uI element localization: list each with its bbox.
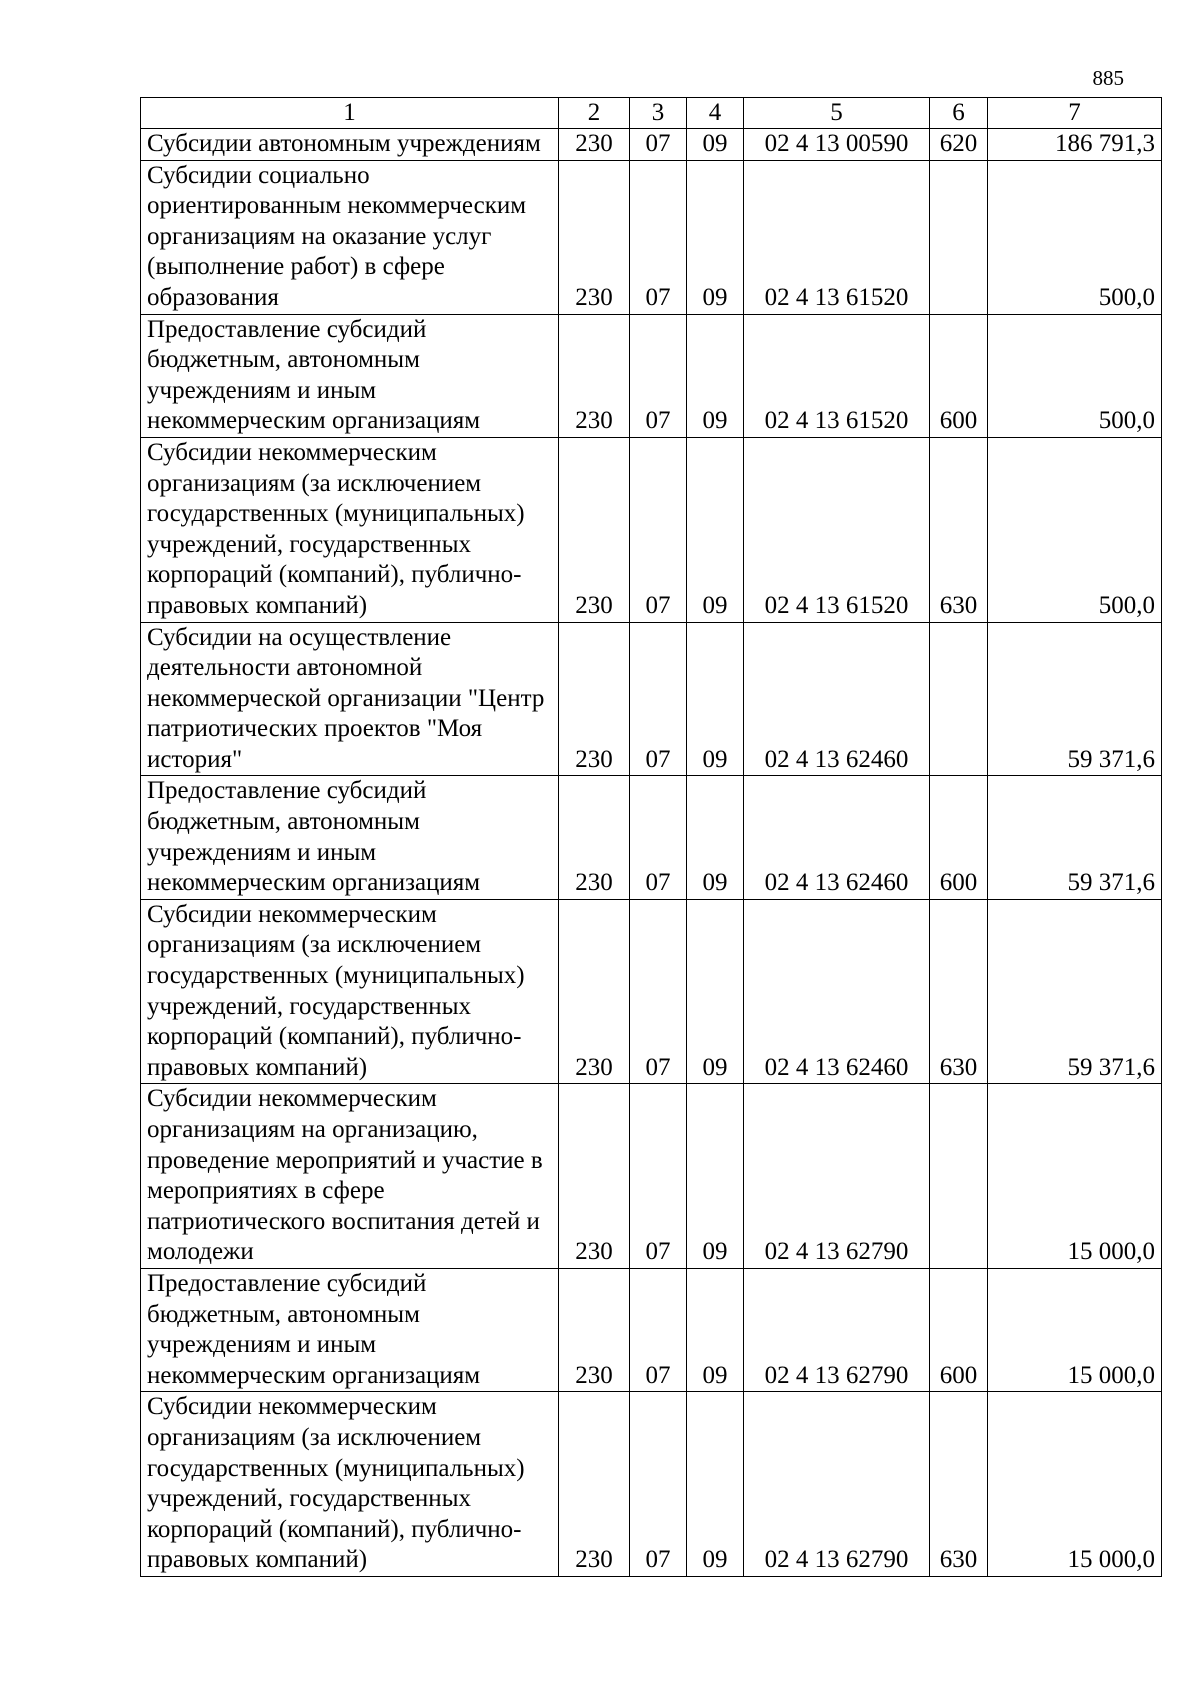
row-expense-type-code: 630 — [930, 437, 988, 622]
row-amount: 186 791,3 — [988, 129, 1162, 161]
row-amount: 59 371,6 — [988, 622, 1162, 776]
row-amount: 59 371,6 — [988, 776, 1162, 899]
row-name: Субсидии на осуществление деятельности автономной некоммерческой организации "Центр патриотических проектов "Моя история" — [141, 622, 559, 776]
row-subsection-code: 09 — [687, 1084, 744, 1269]
row-name: Предоставление субсидий бюджетным, автономным учреждениям и иным некоммерческим организациям — [141, 776, 559, 899]
table-row — [141, 129, 1162, 161]
row-ministry-code: 230 — [559, 776, 630, 899]
row-section-code: 07 — [630, 160, 687, 314]
table-row — [141, 776, 1162, 899]
row-section-code: 07 — [630, 622, 687, 776]
row-name: Предоставление субсидий бюджетным, автономным учреждениям и иным некоммерческим организациям — [141, 1268, 559, 1391]
row-target-article-code: 02 4 13 62460 — [744, 776, 930, 899]
row-amount: 500,0 — [988, 437, 1162, 622]
table-header — [141, 98, 1162, 129]
row-name: Субсидии некоммерческим организациям (за исключением государственных (муниципальных) учреждений, государственных корпораций (компаний), публично-правовых компаний) — [141, 899, 559, 1084]
row-ministry-code: 230 — [559, 622, 630, 776]
row-expense-type-code: 620 — [930, 129, 988, 161]
row-target-article-code: 02 4 13 61520 — [744, 160, 930, 314]
row-subsection-code: 09 — [687, 899, 744, 1084]
row-section-code: 07 — [630, 437, 687, 622]
table-row — [141, 160, 1162, 314]
row-amount: 15 000,0 — [988, 1084, 1162, 1269]
table-body — [141, 129, 1162, 1577]
row-name: Субсидии автономным учреждениям — [141, 129, 559, 161]
row-ministry-code: 230 — [559, 314, 630, 437]
row-amount: 500,0 — [988, 160, 1162, 314]
row-ministry-code: 230 — [559, 129, 630, 161]
row-name: Субсидии некоммерческим организациям (за исключением государственных (муниципальных) учреждений, государственных корпораций (компаний), публично-правовых компаний) — [141, 1392, 559, 1577]
row-amount: 59 371,6 — [988, 899, 1162, 1084]
column-header-5: 5 — [744, 98, 930, 129]
row-subsection-code: 09 — [687, 129, 744, 161]
row-expense-type-code — [930, 622, 988, 776]
row-target-article-code: 02 4 13 62790 — [744, 1084, 930, 1269]
row-name: Субсидии некоммерческим организациям на организацию, проведение мероприятий и участие в мероприятиях в сфере патриотического воспитания детей и молодежи — [141, 1084, 559, 1269]
row-ministry-code: 230 — [559, 899, 630, 1084]
column-header-1: 1 — [141, 98, 559, 129]
row-section-code: 07 — [630, 1392, 687, 1577]
row-amount: 15 000,0 — [988, 1268, 1162, 1391]
page-number: 885 — [1092, 66, 1124, 90]
row-section-code: 07 — [630, 899, 687, 1084]
column-header-2: 2 — [559, 98, 630, 129]
row-target-article-code: 02 4 13 62460 — [744, 622, 930, 776]
row-expense-type-code: 630 — [930, 899, 988, 1084]
row-ministry-code: 230 — [559, 437, 630, 622]
row-section-code: 07 — [630, 129, 687, 161]
row-target-article-code: 02 4 13 62460 — [744, 899, 930, 1084]
row-amount: 15 000,0 — [988, 1392, 1162, 1577]
row-expense-type-code: 600 — [930, 776, 988, 899]
row-ministry-code: 230 — [559, 1392, 630, 1577]
table-row — [141, 1392, 1162, 1577]
row-expense-type-code: 600 — [930, 314, 988, 437]
row-subsection-code: 09 — [687, 776, 744, 899]
column-header-6: 6 — [930, 98, 988, 129]
row-ministry-code: 230 — [559, 1084, 630, 1269]
row-name: Субсидии социально ориентированным некоммерческим организациям на оказание услуг (выполнение работ) в сфере образования — [141, 160, 559, 314]
row-ministry-code: 230 — [559, 160, 630, 314]
column-header-7: 7 — [988, 98, 1162, 129]
row-name: Субсидии некоммерческим организациям (за исключением государственных (муниципальных) учреждений, государственных корпораций (компаний), публично-правовых компаний) — [141, 437, 559, 622]
budget-table — [140, 97, 1162, 1577]
row-target-article-code: 02 4 13 61520 — [744, 314, 930, 437]
table-row — [141, 314, 1162, 437]
row-target-article-code: 02 4 13 00590 — [744, 129, 930, 161]
row-section-code: 07 — [630, 1084, 687, 1269]
header-row — [141, 98, 1162, 129]
row-subsection-code: 09 — [687, 1392, 744, 1577]
row-name: Предоставление субсидий бюджетным, автономным учреждениям и иным некоммерческим организациям — [141, 314, 559, 437]
row-section-code: 07 — [630, 314, 687, 437]
column-header-4: 4 — [687, 98, 744, 129]
row-subsection-code: 09 — [687, 1268, 744, 1391]
row-section-code: 07 — [630, 776, 687, 899]
row-target-article-code: 02 4 13 62790 — [744, 1392, 930, 1577]
row-expense-type-code: 600 — [930, 1268, 988, 1391]
row-expense-type-code: 630 — [930, 1392, 988, 1577]
table-row — [141, 622, 1162, 776]
table-row — [141, 899, 1162, 1084]
table-row — [141, 1084, 1162, 1269]
row-ministry-code: 230 — [559, 1268, 630, 1391]
column-header-3: 3 — [630, 98, 687, 129]
row-amount: 500,0 — [988, 314, 1162, 437]
row-subsection-code: 09 — [687, 622, 744, 776]
row-subsection-code: 09 — [687, 437, 744, 622]
table-row — [141, 437, 1162, 622]
row-target-article-code: 02 4 13 61520 — [744, 437, 930, 622]
row-section-code: 07 — [630, 1268, 687, 1391]
row-expense-type-code — [930, 1084, 988, 1269]
table-row — [141, 1268, 1162, 1391]
row-subsection-code: 09 — [687, 160, 744, 314]
row-expense-type-code — [930, 160, 988, 314]
row-subsection-code: 09 — [687, 314, 744, 437]
row-target-article-code: 02 4 13 62790 — [744, 1268, 930, 1391]
